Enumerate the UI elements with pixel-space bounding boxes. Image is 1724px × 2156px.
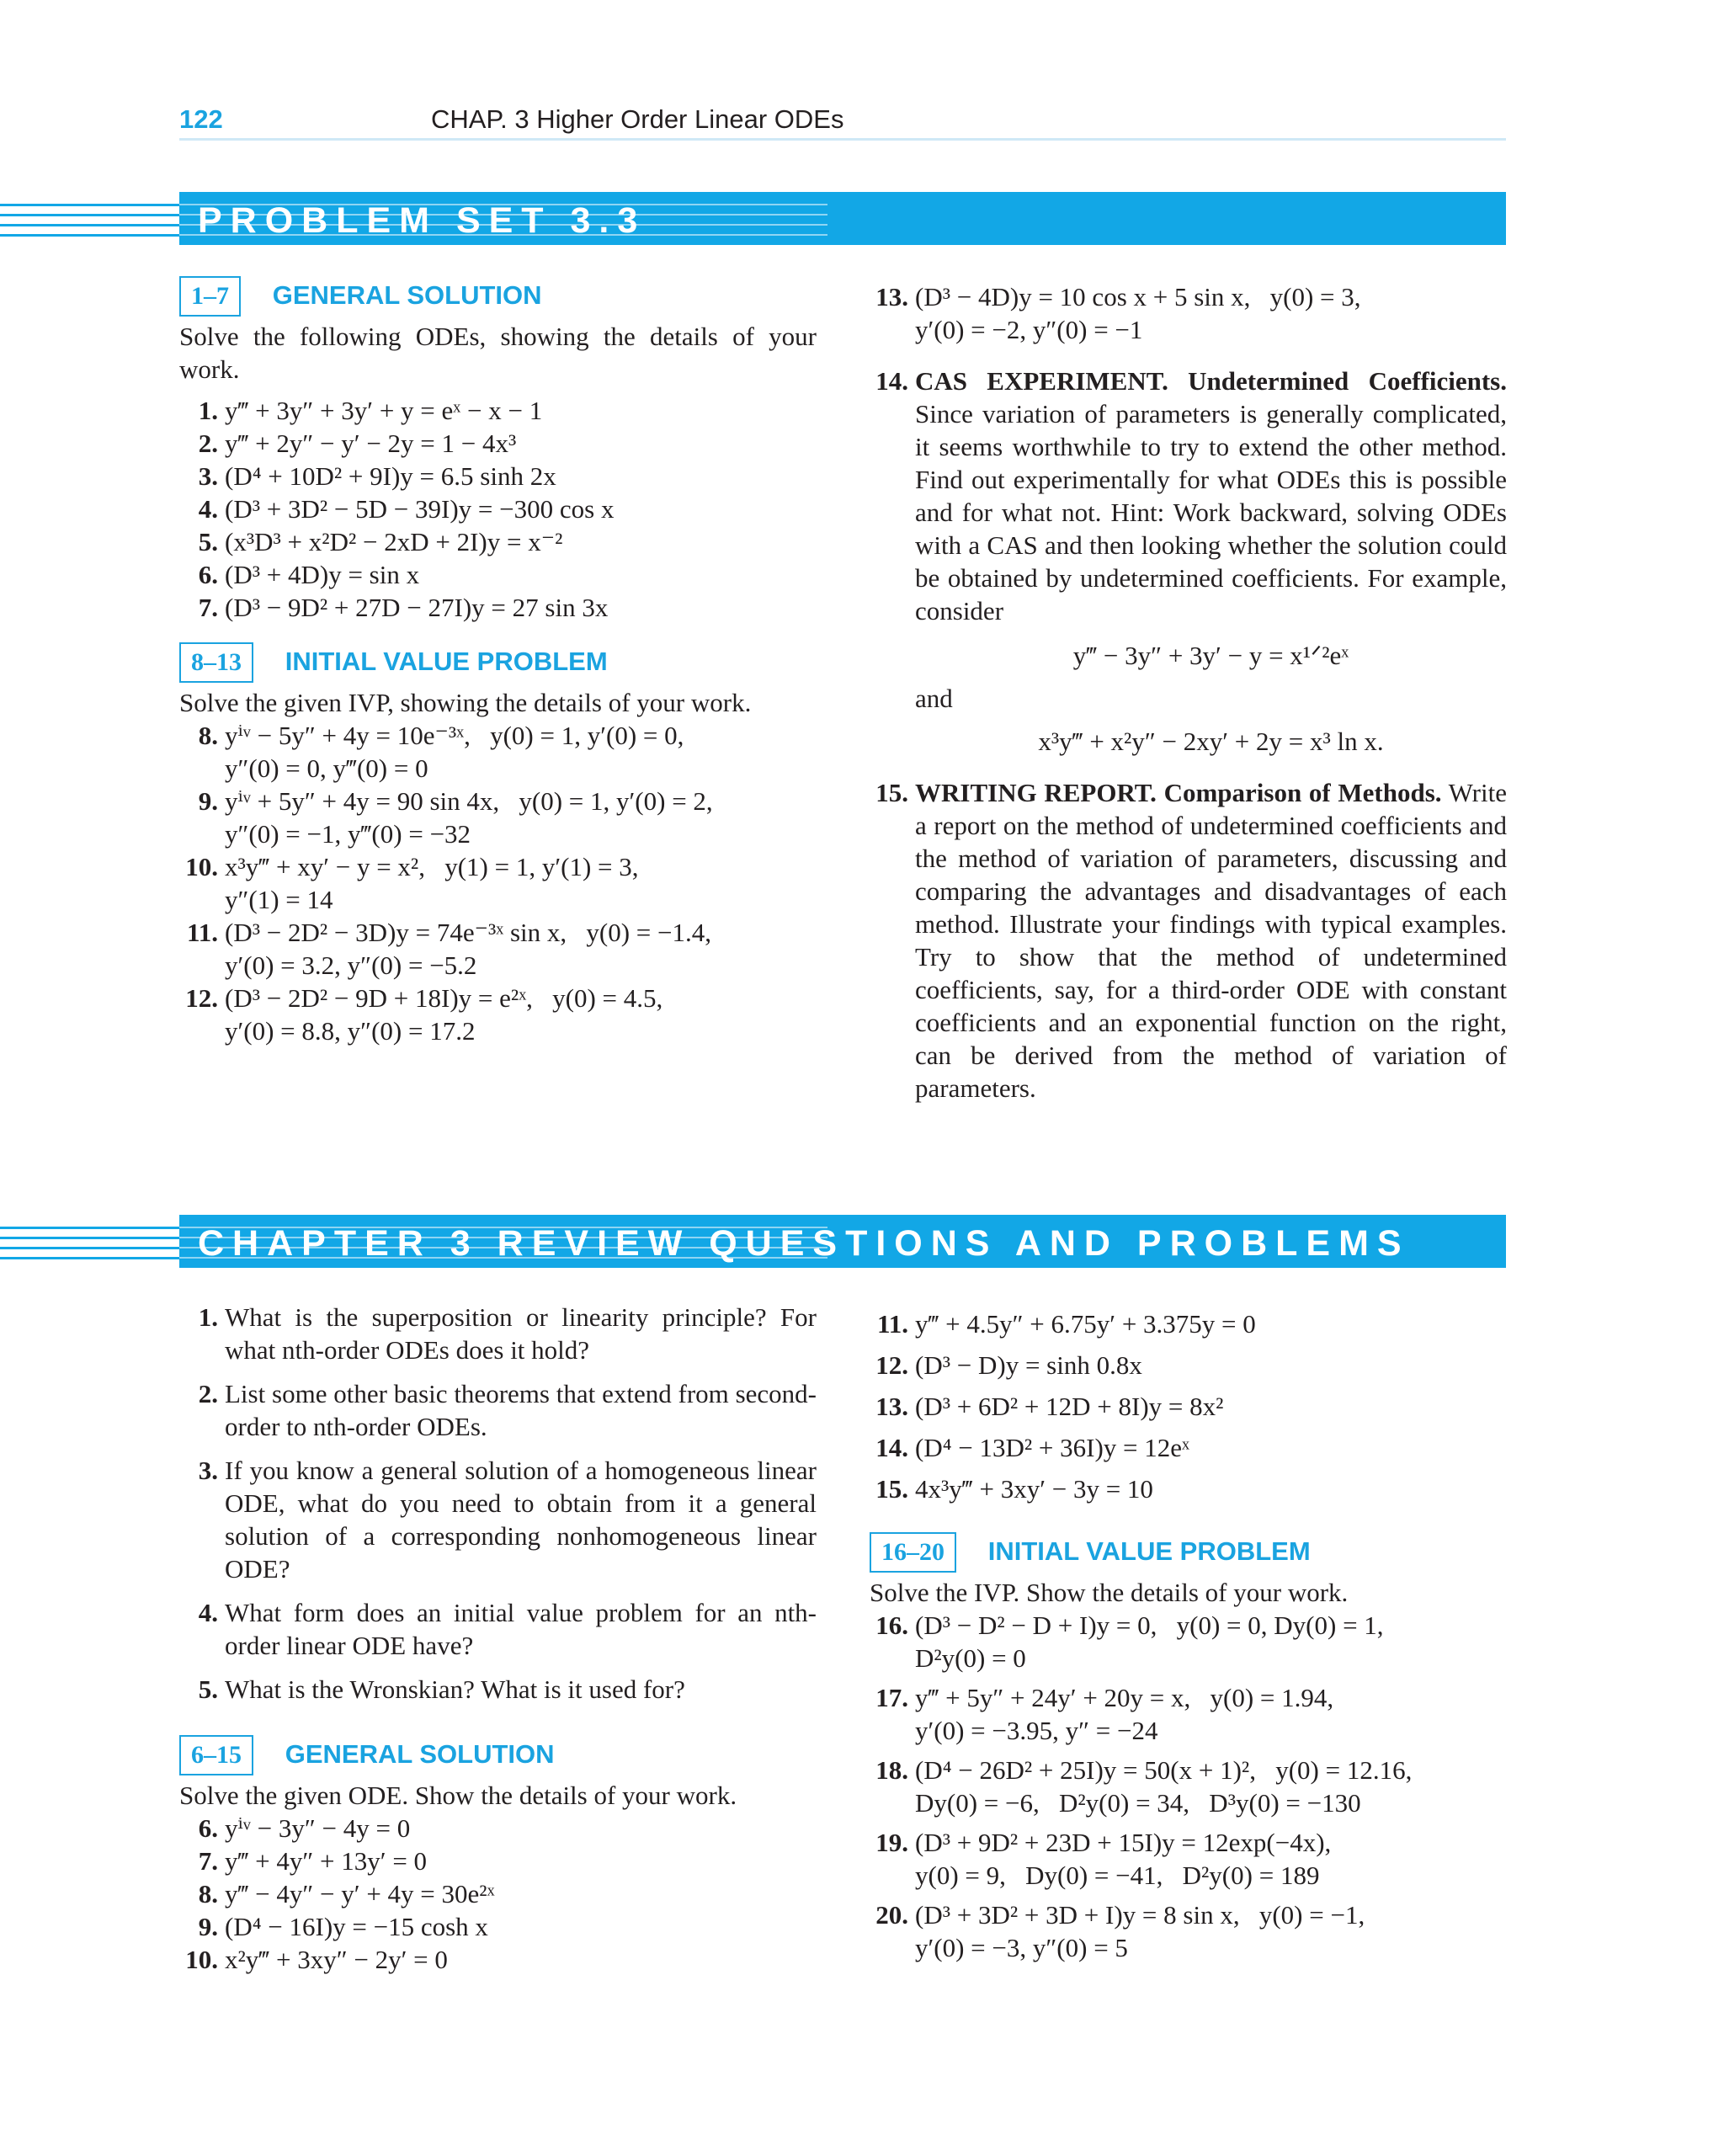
problem-text: What is the superposition or linearity principle? For what nth-order ODEs does it hold? [225,1302,817,1365]
range-box: 6–15 [179,1735,253,1775]
problem-item [870,1898,1507,1964]
problem-number: 12. [185,983,218,1013]
problem-text: (D⁴ − 26D² + 25I)y = 50(x + 1)², y(0) = 12.16, Dy(0) = −6, D²y(0) = 34, D³y(0) = −130 [915,1755,1413,1818]
problem-item [179,1943,817,1976]
problem-item [870,1472,1507,1505]
problem-text: (D³ − 4D)y = 10 cos x + 5 sin x, y(0) = 3, y′(0) = −2, y″(0) = −1 [915,282,1361,344]
problem-item [179,1673,817,1706]
problem-number: 6. [198,560,218,589]
problem-text: (D⁴ − 16I)y = −15 cosh x [225,1912,488,1941]
problem-text: (D³ − D² − D + I)y = 0, y(0) = 0, Dy(0) = 1, D²y(0) = 0 [915,1610,1384,1673]
review-right-column [870,1307,1507,1971]
problem-text: (D³ + 3D² + 3D + I)y = 8 sin x, y(0) = −1, y′(0) = −3, y″(0) = 5 [915,1900,1365,1962]
problem-text: yⁱᵛ − 3y″ − 4y = 0 [225,1813,411,1843]
problem-number: 6. [198,1813,218,1843]
problem-lead: WRITING REPORT. Comparison of Methods. [915,778,1442,807]
problem-item [870,1390,1507,1423]
instructions: Solve the following ODEs, showing the details of your work. [179,322,817,384]
problem-number: 2. [198,1379,218,1408]
instructions: Solve the IVP. Show the details of your work. [870,1578,1349,1607]
problem-number: 13. [875,282,908,311]
section-title: GENERAL SOLUTION [272,280,542,310]
problem-item [870,1754,1507,1819]
problem-text: y‴ − 4y″ − y′ + 4y = 30e²ˣ [225,1879,495,1908]
problem-number: 20. [875,1900,908,1930]
problem-text: (D³ + 9D² + 23D + 15I)y = 12exp(−4x), y(0) = 9, Dy(0) = −41, D²y(0) = 189 [915,1828,1332,1890]
problem-number: 1. [198,1302,218,1332]
problem-item [179,850,817,916]
problem-number: 4. [198,494,218,524]
problem-text: y‴ + 2y″ − y′ − 2y = 1 − 4x³ [225,429,517,458]
banner-left-lines [0,192,179,245]
problem-text: yⁱᵛ + 5y″ + 4y = 90 sin 4x, y(0) = 1, y′(0) = 2, y″(0) = −1, y‴(0) = −32 [225,786,713,849]
problem-number: 2. [198,429,218,458]
problem-item [179,1377,817,1443]
problem-item [179,1910,817,1943]
problem-item [179,916,817,982]
problem-text: (x³D³ + x²D² − 2xD + 2I)y = x⁻² [225,527,563,556]
problem-number: 11. [186,918,218,947]
problem-text: What form does an initial value problem for an nth-order linear ODE have? [225,1598,817,1660]
problem-text: (D³ + 3D² − 5D − 39I)y = −300 cos x [225,494,615,524]
section-title: INITIAL VALUE PROBLEM [987,1536,1311,1566]
problem-item [179,1812,817,1845]
equation-2: x³y‴ + x²y″ − 2xy′ + 2y = x³ ln x. [1038,727,1384,756]
problem-number: 15. [875,1474,908,1504]
page-number: 122 [179,104,223,134]
problem-item [870,1431,1507,1464]
problem-item [179,394,817,427]
problem-item [179,1596,817,1662]
running-header: CHAP. 3 Higher Order Linear ODEs [431,104,844,134]
problem-set-banner [179,192,1506,245]
problem-item [179,460,817,492]
problem-text: x³y‴ + xy′ − y = x², y(1) = 1, y′(1) = 3, y″(1) = 14 [225,852,639,914]
range-box: 1–7 [179,276,241,317]
problem-text: (D⁴ − 13D² + 36I)y = 12eˣ [915,1433,1190,1462]
problem-text: (D³ + 4D)y = sin x [225,560,420,589]
problem-item [179,785,817,850]
problem-14 [870,365,1507,758]
problem-text: y‴ + 3y″ + 3y′ + y = eˣ − x − 1 [225,396,543,425]
problem-number: 9. [198,1912,218,1941]
problem-number: 10. [185,852,218,881]
review-ivp-heading [870,1532,1507,1573]
problem-number: 14. [875,366,908,396]
problem-number: 7. [198,593,218,622]
problem-item [870,1307,1507,1340]
problem-item [179,982,817,1047]
problem-item [179,1877,817,1910]
review-general-list-left [179,1812,817,1976]
problem-15 [870,776,1507,1105]
general-solution-heading [179,276,817,317]
problem-item [179,427,817,460]
problem-set-title: PROBLEM SET 3.3 [198,200,646,241]
problem-text: (D³ − D)y = sinh 0.8x [915,1350,1142,1380]
problem-item [179,1454,817,1585]
range-box: 8–13 [179,642,253,683]
problem-text: Since variation of parameters is generally complicated, it seems worthwhile to try to extend the other method. Find out experimentally for what ODEs this is possible and for what not. Hint: Work backward, solving ODEs with a CAS and then looking whether the solution could be obtained by undetermined coefficients. For example, consider [915,399,1507,626]
problem-lead: CAS EXPERIMENT. Undetermined Coefficients. [915,366,1507,396]
section-title: INITIAL VALUE PROBLEM [285,647,608,676]
problem-item [870,1609,1507,1674]
problem-number: 17. [875,1683,908,1712]
problem-number: 5. [198,1674,218,1704]
range-box: 16–20 [870,1532,956,1573]
problem-item [179,558,817,591]
instructions: Solve the given IVP, showing the details of your work. [179,688,752,717]
general-solution-list [179,394,817,624]
problem-item [870,1681,1507,1747]
instructions: Solve the given ODE. Show the details of your work. [179,1781,737,1810]
problem-number: 3. [198,1456,218,1485]
problem-text: y‴ + 4.5y″ + 6.75y′ + 3.375y = 0 [915,1309,1256,1339]
section-title: GENERAL SOLUTION [285,1739,555,1769]
equation-1: y‴ − 3y″ + 3y′ − y = x¹ᐟ²eˣ [1072,641,1349,670]
banner-left-lines [0,1215,179,1268]
problem-text: (D⁴ + 10D² + 9I)y = 6.5 sinh 2x [225,461,556,491]
problem-number: 5. [198,527,218,556]
problem-text: (D³ − 9D² + 27D − 27I)y = 27 sin 3x [225,593,609,622]
ivp-list [179,719,817,1047]
problem-text: If you know a general solution of a homogeneous linear ODE, what do you need to obtain from it a general solution of a corresponding nonhomogeneous linear ODE? [225,1456,817,1584]
problem-number: 13. [875,1392,908,1421]
problem-text: x²y‴ + 3xy″ − 2y′ = 0 [225,1945,448,1974]
problem-item [179,591,817,624]
problem-text: Write a report on the method of undetermined coefficients and the method of variation of parameters, discussing and comparing the advantages and disadvantages of each method. Illustrate your findings with typical examples. Try to show that the method of undetermined coefficients, say, for a third-order ODE with constant coefficients and an exponential function on the right, can be derived from the method of variation of parameters. [915,778,1507,1103]
ivp-heading [179,642,817,683]
problem-set-right-column [870,280,1507,1105]
problem-item [179,525,817,558]
review-questions-list [179,1301,817,1706]
problem-number: 12. [875,1350,908,1380]
problem-text: What is the Wronskian? What is it used for? [225,1674,685,1704]
review-general-list-right [870,1307,1507,1505]
review-ivp-list [870,1609,1507,1964]
problem-text: yⁱᵛ − 5y″ + 4y = 10e⁻³ˣ, y(0) = 1, y′(0) = 0, y″(0) = 0, y‴(0) = 0 [225,721,684,783]
review-left-column [179,1301,817,1976]
problem-item [179,1301,817,1366]
problem-item [870,1349,1507,1381]
problem-text: y‴ + 5y″ + 24y′ + 20y = x, y(0) = 1.94, y′(0) = −3.95, y″ = −24 [915,1683,1334,1745]
problem-item [179,1845,817,1877]
problem-13 [870,280,1507,346]
problem-number: 18. [875,1755,908,1785]
problem-number: 15. [875,778,908,807]
problem-text: (D³ + 6D² + 12D + 8I)y = 8x² [915,1392,1224,1421]
problem-number: 16. [875,1610,908,1640]
review-title: CHAPTER 3 REVIEW QUESTIONS AND PROBLEMS [198,1223,1410,1264]
problem-text: y‴ + 4y″ + 13y′ = 0 [225,1846,428,1876]
problem-number: 3. [198,461,218,491]
problem-number: 9. [198,786,218,816]
problem-item [179,492,817,525]
problem-item [870,1826,1507,1892]
review-general-heading [179,1735,817,1775]
problem-number: 1. [198,396,218,425]
problem-item [179,719,817,785]
problem-text: 4x³y‴ + 3xy′ − 3y = 10 [915,1474,1153,1504]
problem-number: 19. [875,1828,908,1857]
problem-number: 8. [198,721,218,750]
review-banner [179,1215,1506,1268]
problem-number: 7. [198,1846,218,1876]
problem-text: List some other basic theorems that extend from second-order to nth-order ODEs. [225,1379,817,1441]
problem-number: 14. [875,1433,908,1462]
problem-set-left-column [179,276,817,1047]
and-word: and [915,684,953,713]
problem-number: 4. [198,1598,218,1627]
problem-text: (D³ − 2D² − 3D)y = 74e⁻³ˣ sin x, y(0) = −1.4, y′(0) = 3.2, y″(0) = −5.2 [225,918,712,980]
problem-text: (D³ − 2D² − 9D + 18I)y = e²ˣ, y(0) = 4.5, y′(0) = 8.8, y″(0) = 17.2 [225,983,663,1046]
problem-number: 11. [876,1309,908,1339]
problem-number: 10. [185,1945,218,1974]
problem-number: 8. [198,1879,218,1908]
header-rule [179,138,1506,141]
